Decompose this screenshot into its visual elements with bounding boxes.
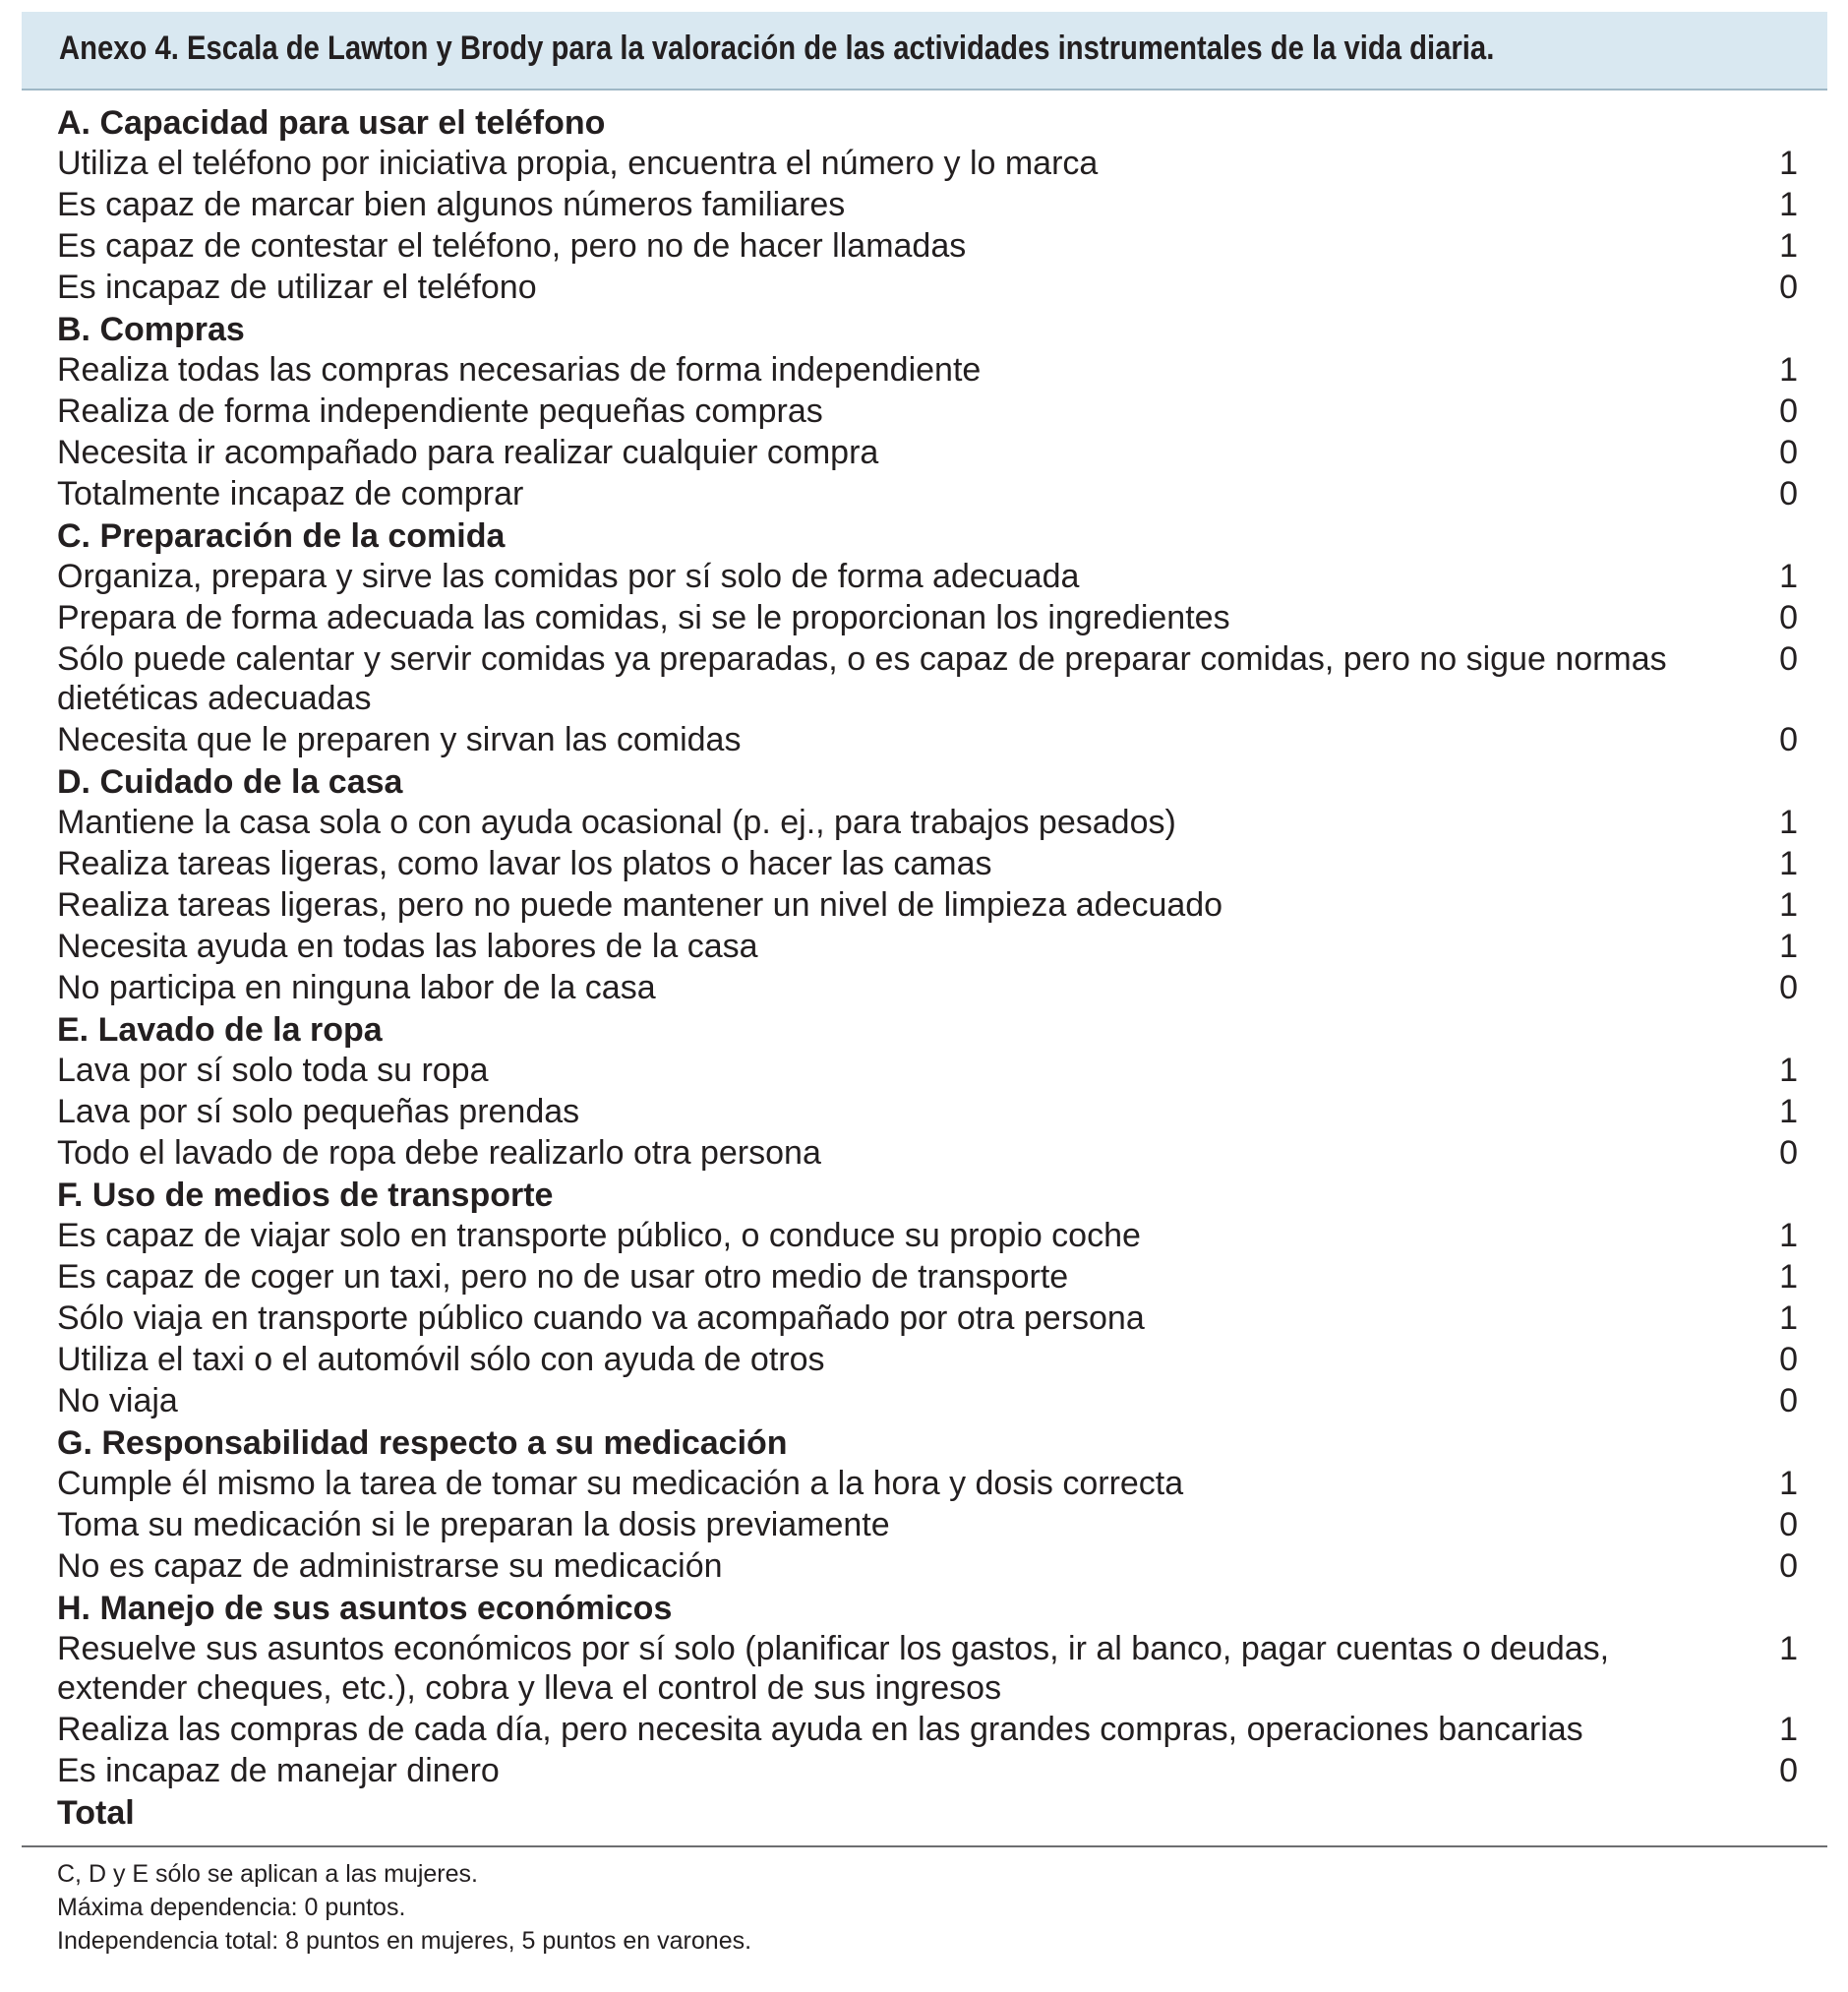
item-row [57,1381,1798,1420]
item-row [57,598,1798,637]
scale-table [57,102,1798,1834]
item-label: Necesita ayuda en todas las labores de la casa [57,928,758,965]
item-score: 0 [1779,392,1798,430]
section-items [57,803,1798,1007]
item-row [57,350,1798,390]
scale-section [57,1588,1798,1790]
section-heading: E. Lavado de la ropa [57,1011,383,1049]
item-score: 1 [1779,227,1798,265]
scale-section [57,1422,1798,1586]
item-label: Utiliza el taxi o el automóvil sólo con ayuda de otros [57,1341,825,1378]
section-heading: F. Uso de medios de transporte [57,1177,554,1214]
item-row [57,474,1798,513]
scale-section [57,1175,1798,1420]
item-row [57,968,1798,1007]
item-score: 1 [1779,1630,1798,1667]
item-row [57,1216,1798,1255]
item-score: 1 [1779,1465,1798,1502]
item-row [57,557,1798,596]
scale-section [57,309,1798,513]
item-score: 0 [1779,969,1798,1006]
item-row [57,185,1798,224]
footnote: Máxima dependencia: 0 puntos. [57,1894,406,1921]
item-label: Totalmente incapaz de comprar [57,475,524,513]
item-row [57,1298,1798,1338]
bottom-rule [22,1845,1827,1847]
item-label: Necesita que le preparen y sirvan las comidas [57,721,742,758]
footnote: Independencia total: 8 puntos en mujeres, 5 puntos en varones. [57,1927,752,1955]
item-row [57,1505,1798,1544]
item-label: Mantiene la casa sola o con ayuda ocasional (p. ej., para trabajos pesados) [57,804,1176,841]
footnote: C, D y E sólo se aplican a las mujeres. [57,1860,478,1888]
item-row [57,1257,1798,1297]
footnotes [57,1857,751,1958]
item-label: Resuelve sus asuntos económicos por sí solo (planificar los gastos, ir al banco, pagar cuentas o deudas, extender cheques, etc.), cobra y lleva el control de sus ingresos [57,1630,1610,1707]
item-score: 1 [1779,1299,1798,1337]
item-label: Sólo viaja en transporte público cuando va acompañado por otra persona [57,1299,1145,1337]
section-items [57,1051,1798,1173]
item-row [57,1629,1798,1708]
total-label: Total [57,1794,135,1832]
item-score: 1 [1779,145,1798,182]
item-row [57,639,1798,718]
item-score: 0 [1779,434,1798,471]
item-label: Realiza de forma independiente pequeñas compras [57,392,823,430]
item-label: No es capaz de administrarse su medicación [57,1547,723,1585]
item-row [57,1340,1798,1379]
item-score: 1 [1779,1052,1798,1089]
item-label: No participa en ninguna labor de la casa [57,969,656,1006]
item-score: 1 [1779,1258,1798,1296]
item-row [57,885,1798,925]
table-header [22,12,1827,91]
scale-section [57,761,1798,1007]
section-heading: B. Compras [57,311,245,348]
item-label: Cumple él mismo la tarea de tomar su medicación a la hora y dosis correcta [57,1465,1184,1502]
section-heading: D. Cuidado de la casa [57,763,403,801]
scale-section [57,515,1798,759]
item-score: 0 [1779,1134,1798,1172]
item-label: Sólo puede calentar y servir comidas ya preparadas, o es capaz de preparar comidas, pero no sigue normas dietéticas adecuadas [57,640,1667,717]
scale-section [57,1009,1798,1173]
item-row [57,1464,1798,1503]
item-score: 1 [1779,1093,1798,1130]
item-label: Organiza, prepara y sirve las comidas por sí solo de forma adecuada [57,558,1080,595]
section-items [57,1464,1798,1586]
item-score: 0 [1779,721,1798,758]
item-row [57,927,1798,966]
item-score: 1 [1779,351,1798,389]
item-label: Realiza tareas ligeras, pero no puede mantener un nivel de limpieza adecuado [57,886,1223,924]
item-row [57,1546,1798,1586]
item-row [57,803,1798,842]
item-score: 0 [1779,1382,1798,1419]
section-heading: G. Responsabilidad respecto a su medicación [57,1424,788,1462]
item-score: 0 [1779,1752,1798,1789]
item-label: Es incapaz de utilizar el teléfono [57,269,537,306]
item-score: 1 [1779,928,1798,965]
item-score: 0 [1779,475,1798,513]
section-heading: A. Capacidad para usar el teléfono [57,104,606,142]
item-row [57,720,1798,759]
section-items [57,1629,1798,1790]
section-items [57,144,1798,307]
sections-container [57,102,1798,1790]
section-items [57,1216,1798,1420]
item-label: Realiza las compras de cada día, pero necesita ayuda en las grandes compras, operaciones bancarias [57,1711,1583,1748]
item-score: 1 [1779,845,1798,882]
item-label: Es capaz de contestar el teléfono, pero no de hacer llamadas [57,227,967,265]
item-score: 0 [1779,1547,1798,1585]
item-row [57,144,1798,183]
item-score: 1 [1779,1217,1798,1254]
table-title: Anexo 4. Escala de Lawton y Brody para la valoración de las actividades instrumentales de la vida diaria. [59,30,1495,67]
item-label: Realiza todas las compras necesarias de forma independiente [57,351,982,389]
item-label: Lava por sí solo pequeñas prendas [57,1093,580,1130]
item-row [57,1751,1798,1790]
item-score: 1 [1779,1711,1798,1748]
item-label: Todo el lavado de ropa debe realizarlo otra persona [57,1134,821,1172]
scale-section [57,102,1798,307]
item-row [57,226,1798,266]
item-label: Toma su medicación si le preparan la dosis previamente [57,1506,890,1543]
item-label: Es capaz de viajar solo en transporte público, o conduce su propio coche [57,1217,1141,1254]
item-label: Realiza tareas ligeras, como lavar los platos o hacer las camas [57,845,992,882]
section-items [57,350,1798,513]
section-items [57,557,1798,759]
item-label: Utiliza el teléfono por iniciativa propia, encuentra el número y lo marca [57,145,1099,182]
item-score: 0 [1779,1341,1798,1378]
item-row [57,1092,1798,1131]
item-row [57,1133,1798,1173]
item-row [57,433,1798,472]
section-heading: C. Preparación de la comida [57,517,506,555]
item-row [57,844,1798,883]
section-heading: H. Manejo de sus asuntos económicos [57,1590,673,1627]
item-row [57,268,1798,307]
item-label: Necesita ir acompañado para realizar cualquier compra [57,434,879,471]
item-row [57,1710,1798,1749]
item-row [57,392,1798,431]
item-label: Prepara de forma adecuada las comidas, si se le proporcionan los ingredientes [57,599,1230,636]
item-row [57,1051,1798,1090]
item-label: Es incapaz de manejar dinero [57,1752,500,1789]
item-score: 0 [1779,640,1798,678]
item-score: 1 [1779,186,1798,223]
item-label: Es capaz de marcar bien algunos números familiares [57,186,846,223]
item-score: 1 [1779,804,1798,841]
item-label: Es capaz de coger un taxi, pero no de usar otro medio de transporte [57,1258,1069,1296]
item-score: 0 [1779,599,1798,636]
item-score: 0 [1779,269,1798,306]
item-score: 1 [1779,886,1798,924]
item-score: 1 [1779,558,1798,595]
item-label: No viaja [57,1382,178,1419]
item-label: Lava por sí solo toda su ropa [57,1052,489,1089]
item-score: 0 [1779,1506,1798,1543]
